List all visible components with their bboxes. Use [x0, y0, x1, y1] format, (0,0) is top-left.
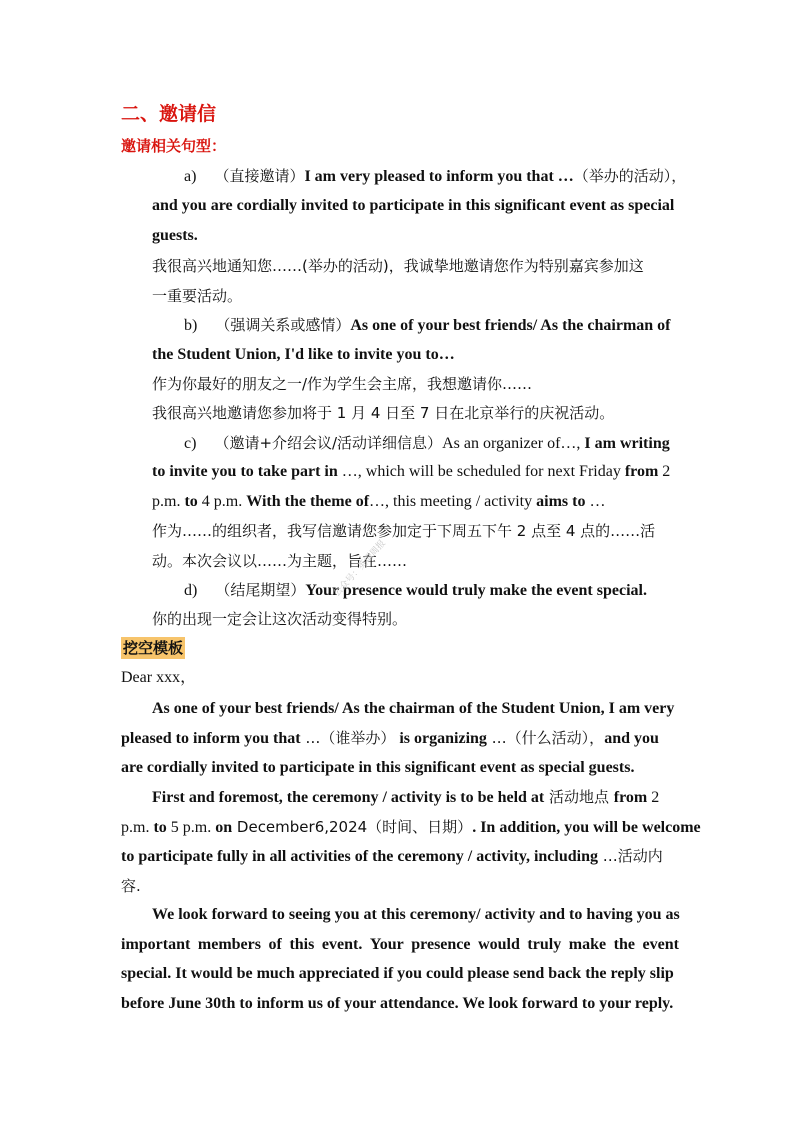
letter-p1-line-3: are cordially invited to participate in this significant event as special guests. — [121, 759, 635, 776]
item-d-line-1: d) （结尾期望）Your presence would truly make the event special. — [184, 581, 647, 599]
item-marker: d) — [184, 582, 198, 599]
letter-p2-line-2: p.m. to 5 p.m. on December6,2024（时间、日期）. In addition, you will be welcome — [121, 818, 701, 836]
watermark: 公众号：英语周报 — [332, 538, 388, 599]
letter-p2-line-4: 容. — [121, 877, 141, 895]
letter-greeting: Dear xxx， — [121, 669, 197, 686]
item-c-line-1: c) （邀请+介绍会议/活动详细信息）As an organizer of…, I am writing — [184, 434, 670, 452]
letter-p2-line-1: First and foremost, the ceremony / activity is to be held at 活动地点 from 2 — [152, 788, 660, 806]
item-a-line-3: guests. — [152, 227, 198, 244]
letter-p1-line-2: pleased to inform you that …（谁举办） is organizing …（什么活动），and you — [121, 729, 659, 747]
item-marker: a) — [184, 168, 197, 185]
item-b-line-1: b) （强调关系或感情）As one of your best friends/ As the chairman of — [184, 316, 671, 334]
item-c-translation-1: 作为……的组织者，我写信邀请您参加定于下周五下午 2 点至 4 点的……活 — [152, 522, 656, 540]
item-a-translation-2: 一重要活动。 — [152, 287, 243, 305]
letter-p3-line-3: special. It would be much appreciated if you could please send back the reply slip — [121, 965, 674, 982]
letter-p1-line-1: As one of your best friends/ As the chairman of the Student Union, I am very — [152, 700, 675, 717]
item-a-translation-1: 我很高兴地通知您……(举办的活动)，我诚挚地邀请您作为特别嘉宾参加这 — [152, 257, 644, 275]
letter-p3-line-4: before June 30th to inform us of your attendance. We look forward to your reply. — [121, 995, 674, 1012]
item-c-translation-2: 动。本次会议以……为主题，旨在…… — [152, 552, 408, 570]
subheading: 邀请相关句型： — [121, 137, 227, 155]
item-c-line-3: p.m. to 4 p.m. With the theme of…, this meeting / activity aims to … — [152, 493, 606, 510]
item-d-translation: 你的出现一定会让这次活动变得特别。 — [152, 610, 408, 628]
item-b-line-2: the Student Union, I'd like to invite you to… — [152, 346, 455, 363]
section-heading: 二、邀请信 — [121, 103, 217, 125]
item-a-line-2: and you are cordially invited to participate in this significant event as special — [152, 197, 675, 214]
item-c-line-2: to invite you to take part in …, which will be scheduled for next Friday from 2 — [152, 463, 671, 480]
template-label: 挖空模板 — [123, 639, 184, 657]
letter-p3-line-1: We look forward to seeing you at this ceremony/ activity and to having you as — [152, 906, 680, 923]
item-marker: b) — [184, 317, 198, 334]
item-a-line-1: a) （直接邀请）I am very pleased to inform you that …（举办的活动）， — [184, 167, 687, 185]
letter-p3-line-2: important members of this event. Your presence would truly make the event — [121, 936, 679, 953]
item-b-translation-2: 我很高兴地邀请您参加将于 1 月 4 日至 7 日在北京举行的庆祝活动。 — [152, 404, 615, 422]
item-marker: c) — [184, 435, 197, 452]
item-b-translation-1: 作为你最好的朋友之一/作为学生会主席，我想邀请你…… — [152, 375, 533, 393]
letter-p2-line-3: to participate fully in all activities of the ceremony / activity, including …活动内 — [121, 847, 663, 865]
